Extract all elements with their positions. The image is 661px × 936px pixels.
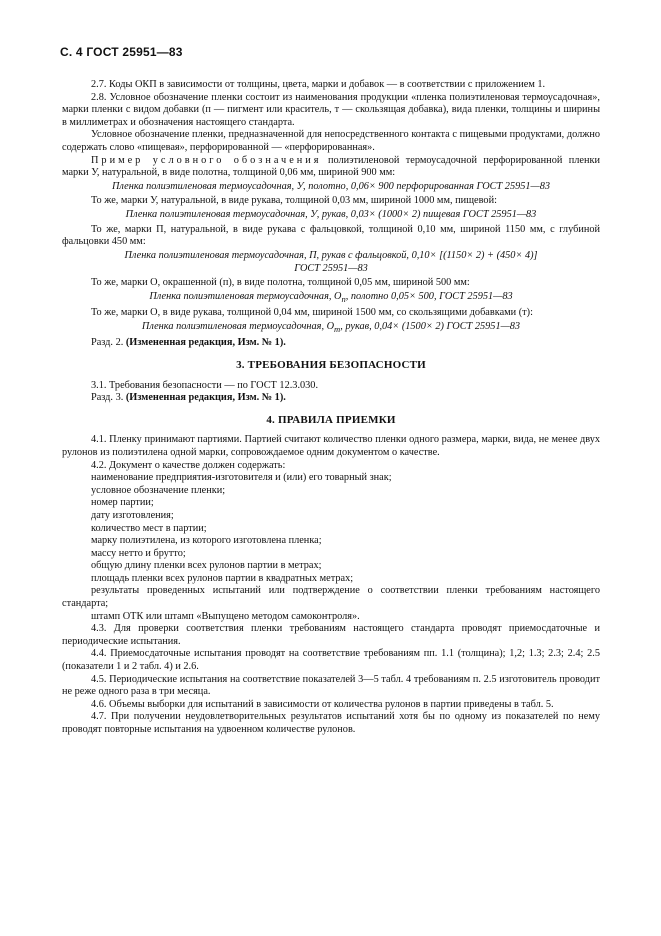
paragraph-4-1: 4.1. Пленку принимают партиями. Партией считают количество пленки одного размера, марки, вида, не менее двух рулонов из полиэтилена одной марки, сопровождаемое одним документом о качестве. [62,434,600,458]
example-3-designation: Пленка полиэтиленовая термоусадочная, П, рукав с фальцовкой, 0,10× [(1150× 2) + (450× 4)] [124,250,538,262]
example-label: Пример условного обозначения [91,154,322,166]
paragraph-4-5: 4.5. Периодические испытания на соответствие показателей 3—5 табл. 4 требованиям п. 2.5 изготовитель проводит не реже одного раза в три месяца. [62,673,600,698]
section-2-revision-label: Разд. 2. [91,337,126,349]
example-5-part-b: , рукав, 0,04× (1500× 2) ГОСТ 25951—83 [340,321,521,333]
example-5-subscript: т [334,324,341,335]
example-1-text: полиэтиленовой термоусадочной перфорированной пленки марки У, натуральной, в виде полотна, толщиной 0,06 мм, шириной 900 мм: [62,154,600,179]
list-item: общую длину пленки всех рулонов партии в метрах; [91,560,322,572]
section-3-revision [62,392,600,405]
list-item: массу нетто и брутто; [91,547,186,559]
example-1-designation: Пленка полиэтиленовая термоусадочная, У, полотно, 0,06× 900 перфорированная ГОСТ 25951—83 [111,181,550,193]
example-4-subscript: п [341,294,346,305]
paragraph-2-8-food: Условное обозначение пленки, предназначенной для непосредственного контакта с пищевыми продуктами, должно содержать слово «пищевая», перфорированной — «перфорированная». [62,129,600,153]
document-body [62,79,600,737]
list-item: условное обозначение пленки; [91,484,226,496]
list-item: штамп ОТК или штамп «Выпущено методом самоконтроля». [91,610,360,622]
list-item: результаты проведенных испытаний или подтверждение о соответствии пленки требованиям настоящего стандарта; [62,585,600,610]
list-item: дату изготовления; [91,509,174,521]
example-4-part-b: , полотно 0,05× 500, ГОСТ 25951—83 [345,291,513,302]
example-4-text: То же, марки О, окрашенной (п), в виде полотна, толщиной 0,05 мм, шириной 500 мм: [91,276,470,288]
example-3-designation-standard: ГОСТ 25951—83 [294,262,368,274]
page-header: С. 4 ГОСТ 25951—83 [60,45,183,59]
list-item: количество мест в партии; [91,522,207,534]
example-intro [62,155,600,180]
example-2-text: То же, марки У, натуральной, в виде рукава, толщиной 0,03 мм, шириной 1000 мм, пищевой: [91,195,497,207]
paragraph-4-6: 4.6. Объемы выборки для испытаний в зависимости от количества рулонов в партии приведены в табл. 5. [91,698,554,710]
example-4-part-a: Пленка полиэтиленовая термоусадочная, О [149,291,342,302]
paragraph-4-7: 4.7. При получении неудовлетворительных результатов испытаний хотя бы по одному из показателей по нему проводят повторные испытания на удвоенном количестве рулонов. [62,711,600,735]
paragraph-4-3: 4.3. Для проверки соответствия пленки требованиям настоящего стандарта проводят приемосдаточные и периодические испытания. [62,623,600,647]
example-5-designation [62,321,600,336]
example-3-text: То же, марки П, натуральной, в виде рукава с фальцовкой, толщиной 0,10 мм, шириной 1150 мм, с глубиной фальцовки 450 мм: [62,223,600,248]
section-3-revision-label: Разд. 3. [91,392,126,404]
list-item: площадь пленки всех рулонов партии в квадратных метрах; [91,572,354,584]
paragraph-4-4: 4.4. Приемосдаточные испытания проводят на соответствие требованиям пп. 1.1 (толщина); 1,2; 1.3; 2.3; 2.4; 2.5 (показатели 1 и 2 табл. 4) и 2.6. [62,648,600,673]
example-2-designation: Пленка полиэтиленовая термоусадочная, У, рукав, 0,03× (1000× 2) пищевая ГОСТ 25951—83 [125,209,537,221]
example-4-designation [62,291,600,306]
section-4-heading: 4. ПРАВИЛА ПРИЕМКИ [266,413,396,426]
paragraph-3-1: 3.1. Требования безопасности — по ГОСТ 12.3.030. [91,379,319,391]
paragraph-4-2: 4.2. Документ о качестве должен содержать: [91,459,286,471]
list-item: марку полиэтилена, из которого изготовлена пленка; [91,535,322,547]
example-5-text: То же, марки О, в виде рукава, толщиной 0,04 мм, шириной 1500 мм, со скользящими добавками (т): [91,307,533,319]
example-5-part-a: Пленка полиэтиленовая термоусадочная, О [141,321,335,333]
section-3-heading: 3. ТРЕБОВАНИЯ БЕЗОПАСНОСТИ [236,358,426,371]
paragraph-2-7: 2.7. Коды ОКП в зависимости от толщины, цвета, марки и добавок — в соответствии с приложением 1. [91,79,546,90]
section-2-revision [62,337,600,350]
list-item: номер партии; [91,497,154,509]
paragraph-2-8: 2.8. Условное обозначение пленки состоит из наименования продукции «пленка полиэтиленовая термоусадочная», марки пленки с видом добавки (п — пигмент или краситель, т — скользящая добавка), вида пленки, толщины и ширины в миллиметрах и обозначения настоящего стандарта. [62,91,600,128]
section-2-revision-note: (Измененная редакция, Изм. № 1). [125,337,286,349]
list-item: наименование предприятия-изготовителя и (или) его товарный знак; [91,472,392,484]
section-3-revision-note: (Измененная редакция, Изм. № 1). [125,392,286,404]
